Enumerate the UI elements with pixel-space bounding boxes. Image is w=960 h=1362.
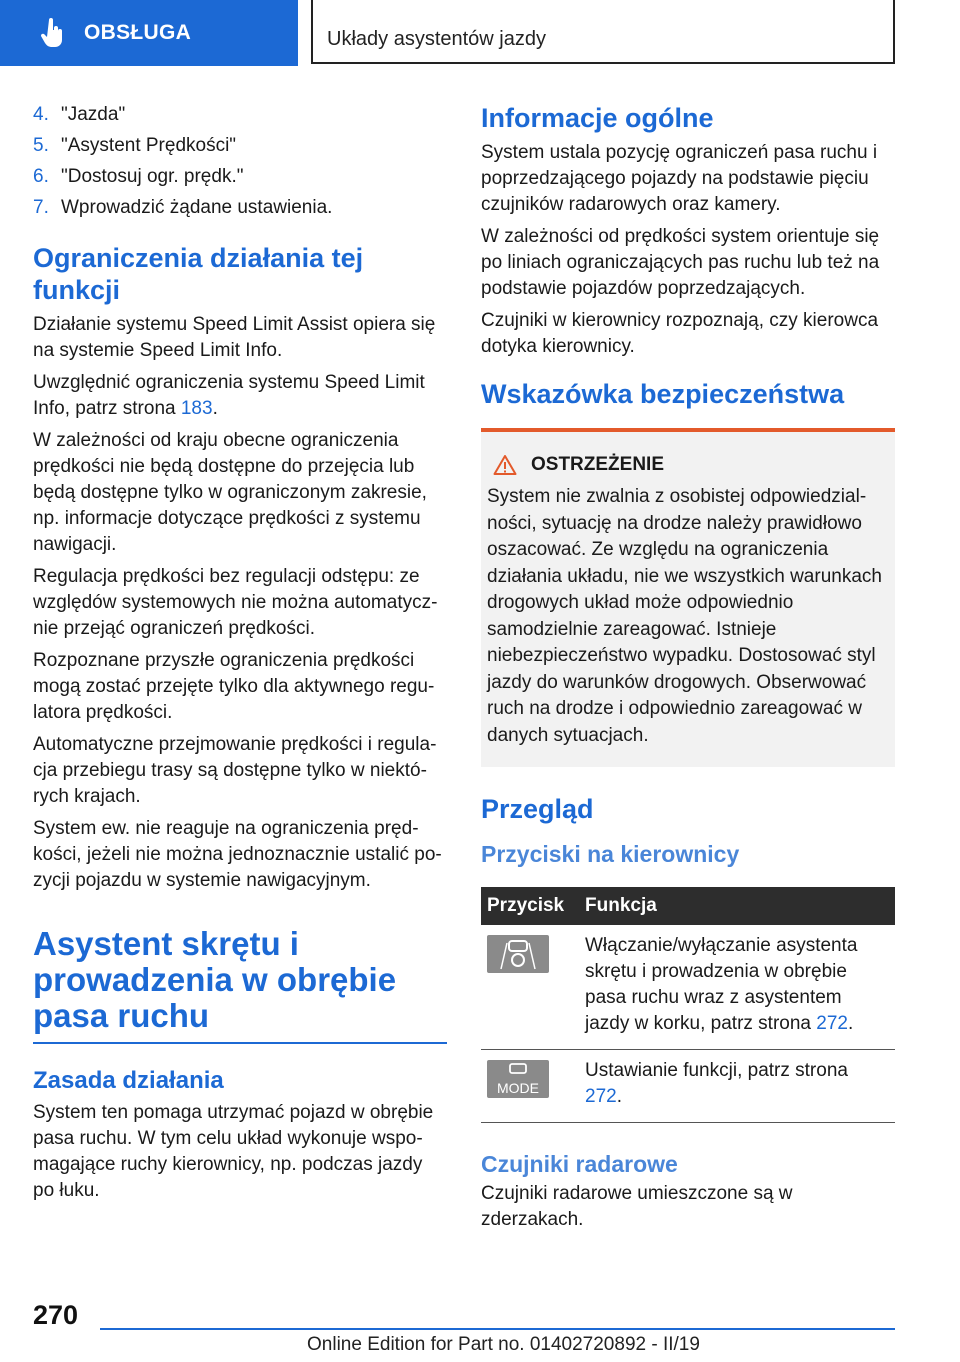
page-link[interactable]: 183: [180, 398, 213, 419]
mode-button-icon: [487, 1060, 549, 1098]
column-header-function: Funkcja: [579, 887, 895, 925]
left-column: [33, 102, 447, 1210]
paragraph: Czujniki w kierownicy rozpoznają, czy kierowca dotyka kierownicy.: [481, 310, 879, 357]
general-heading: Informacje ogólne: [481, 103, 714, 133]
list-item: 6. "Dostosuj ogr. prędk.": [33, 166, 244, 187]
paragraph: W zależności od prędkości system orientuje się po liniach ograniczających pas ruchu lub też na podstawie pojazdów poprzedzających.: [481, 226, 880, 299]
table-row: [481, 925, 895, 1050]
paragraph: Regulacja prędkości bez regulacji odstępu: ze względów systemowych nie można automatycznie przejąć ograniczeń prędkości.: [33, 566, 438, 639]
table-row: [481, 1050, 895, 1123]
warning-title: OSTRZEŻENIE: [531, 454, 665, 475]
paragraph: Uwzględnić ograniczenia systemu Speed Limit Info, patrz strona 183.: [33, 372, 425, 419]
page-number: 270: [33, 1300, 79, 1330]
chapter-heading: Asystent skrętu i prowadzenia w obrębie pasa ruchu: [33, 925, 397, 1034]
edition-text: Online Edition for Part no. 01402720892 - II/19: [307, 1334, 700, 1355]
heading-rule: [33, 1042, 447, 1044]
buttons-table: [481, 887, 895, 1123]
page-link[interactable]: 272: [585, 1086, 617, 1107]
paragraph: System ew. nie reaguje na ograniczenia prędkości, jeżeli nie można jednoznacznie ustalić pozycji pojazdu w systemie nawigacyjnym.: [33, 818, 442, 891]
limits-heading: Ograniczenia działania tej funkcji: [33, 243, 364, 305]
warning-header: [487, 452, 889, 478]
paragraph: Czujniki radarowe umieszczone są w zderzakach.: [481, 1183, 793, 1230]
chapter-tab: [311, 0, 895, 64]
warning-triangle-icon: [493, 454, 517, 476]
principle-heading: Zasada działania: [33, 1067, 224, 1094]
list-item: 5. "Asystent Prędkości": [33, 135, 237, 156]
chapter-title: Układy asystentów jazdy: [327, 28, 546, 50]
warning-text: System nie zwalnia z osobistej odpowiedzialności, sytuację na drodze należy prawidłowo oszacować. Ze względu na ograniczenia działania układu, nie we wszystkich warunkach drogowych układ może odpowiednio samodzielnie zareagować. Istnieje niebezpieczeństwo wypadku. Dostosować styl jazdy do warunków drogowych. Obserwować ruch na drodze i odpowiednio zareagować w danych sytuacjach.: [487, 486, 882, 746]
numbered-steps: [33, 102, 447, 226]
paragraph: System ten pomaga utrzymać pojazd w obrębie pasa ruchu. W tym celu układ wykonuje wspomagające ruchy kierownicy, np. podczas jazdy po łuku.: [33, 1102, 434, 1201]
footer-rule: [100, 1328, 895, 1330]
buttons-heading: Przyciski na kierownicy: [481, 841, 740, 867]
paragraph: W zależności od kraju obecne ograniczenia prędkości nie będą dostępne do przejęcia lub będą dostępne tylko w ograniczonym zakresie, np. informacje dotyczące prędkości z systemu nawigacji.: [33, 430, 427, 555]
table-header-row: [481, 887, 895, 925]
paragraph: System ustala pozycję ograniczeń pasa ruchu i poprzedzającego pojazdy na podstawie pięciu czujników radarowych oraz kamery.: [481, 142, 878, 215]
paragraph: Automatyczne przejmowanie prędkości i regulacja przebiegu trasy są dostępne tylko w niektórych krajach.: [33, 734, 437, 807]
right-column: [481, 102, 895, 1239]
overview-heading: Przegląd: [481, 794, 594, 824]
radar-heading: Czujniki radarowe: [481, 1151, 678, 1177]
page-link[interactable]: 272: [816, 1013, 848, 1034]
paragraph: Działanie systemu Speed Limit Assist opiera się na systemie Speed Limit Info.: [33, 314, 436, 361]
section-tab-label: OBSŁUGA: [84, 21, 192, 44]
hand-pointer-icon: [38, 18, 68, 48]
list-item: 4. "Jazda": [33, 104, 126, 125]
function-cell: Ustawianie funkcji, patrz strona 272.: [579, 1050, 895, 1123]
svg-text:MODE: MODE: [497, 1080, 539, 1096]
list-item: 7. Wprowadzić żądane ustawienia.: [33, 197, 333, 218]
function-cell: Włączanie/wyłączanie asystenta skrętu i prowadzenia w obrębie pasa ruchu wraz z asystentem jazdy w korku, patrz strona 272.: [579, 925, 895, 1050]
safety-heading: Wskazówka bezpieczeństwa: [481, 379, 845, 409]
lane-assist-steering-icon: [487, 935, 549, 973]
page-header: [0, 0, 960, 66]
warning-box: [481, 428, 895, 767]
section-tab[interactable]: [0, 0, 298, 66]
paragraph: Rozpoznane przyszłe ograniczenia prędkości mogą zostać przejęte tylko dla aktywnego regulatora prędkości.: [33, 650, 435, 723]
column-header-button: Przycisk: [481, 887, 579, 925]
